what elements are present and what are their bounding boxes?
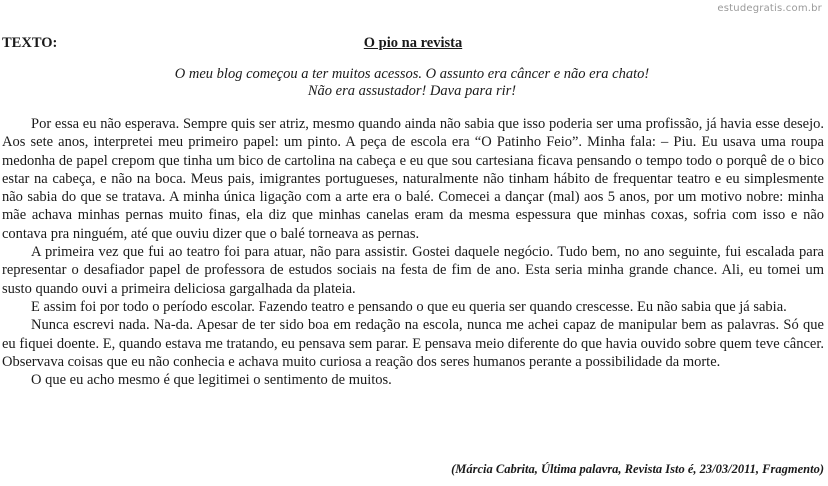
document-header <box>2 35 824 53</box>
epigraph <box>0 66 824 100</box>
watermark: estudegratis.com.br <box>717 3 822 14</box>
paragraph: E assim foi por todo o período escolar. Fazendo teatro e pensando o que eu queria ser quando crescesse. Eu não sabia que já sabia. <box>31 298 787 315</box>
document-title: O pio na revista <box>363 35 463 51</box>
paragraph: Nunca escrevi nada. Na-da. Apesar de ter sido boa em redação na escola, nunca me achei capaz de manipular bem as palavras. Só que eu fiquei doente. E, quando estava me tratando, eu pensava sem parar. E pensava meio diferente do que havia ouvido sobre quem teve câncer. Observava coisas que eu não conhecia e achava muito curiosa a reação dos seres humanos perante a possibilidade da morte. <box>2 317 824 370</box>
text-label: TEXTO: <box>2 35 58 51</box>
epigraph-line: O meu blog começou a ter muitos acessos. O assunto era câncer e não era chato! <box>174 66 650 82</box>
paragraph: A primeira vez que fui ao teatro foi para atuar, não para assistir. Gostei daquele negócio. Tudo bem, no ano seguinte, fui escalada para representar o desafiador papel de professora de estudos sociais na festa de fim de ano. Esta seria minha grande chance. Ali, eu tomei um susto quando ouvi a primeira deliciosa gargalhada da plateia. <box>2 244 824 297</box>
epigraph-line: Não era assustador! Dava para rir! <box>307 83 517 99</box>
source-citation: (Márcia Cabrita, Última palavra, Revista Isto é, 23/03/2011, Fragmento) <box>451 462 824 476</box>
paragraph: Por essa eu não esperava. Sempre quis ser atriz, mesmo quando ainda não sabia que isso poderia ser uma profissão, já havia esse desejo. Aos sete anos, interpretei meu primeiro papel: um pinto. A peça de escola era “O Patinho Feio”. Minha fala: – Piu. Eu usava uma roupa medonha de papel crepom que tinha um bico de cartolina na cabeça e eu que sou cartesiana ficava pensando o tempo todo o porquê de o bico estar na cabeça, e não na boca. Meus pais, imigrantes portugueses, naturalmente não tinham hábito de frequentar teatro e eu simplesmente não sabia do que se tratava. A minha única ligação com a arte era o balé. Comecei a dançar (mal) aos 5 anos, por um motivo nobre: minha mãe achava minhas pernas muito finas, ela diz que minhas canelas eram da mesma espessura que minhas coxas, sofria com isso e não contava pra ninguém, até que ouviu dizer que o balé torneava as pernas. <box>2 116 824 242</box>
paragraph: O que eu acho mesmo é que legitimei o sentimento de muitos. <box>31 372 392 389</box>
body-text <box>2 115 824 389</box>
